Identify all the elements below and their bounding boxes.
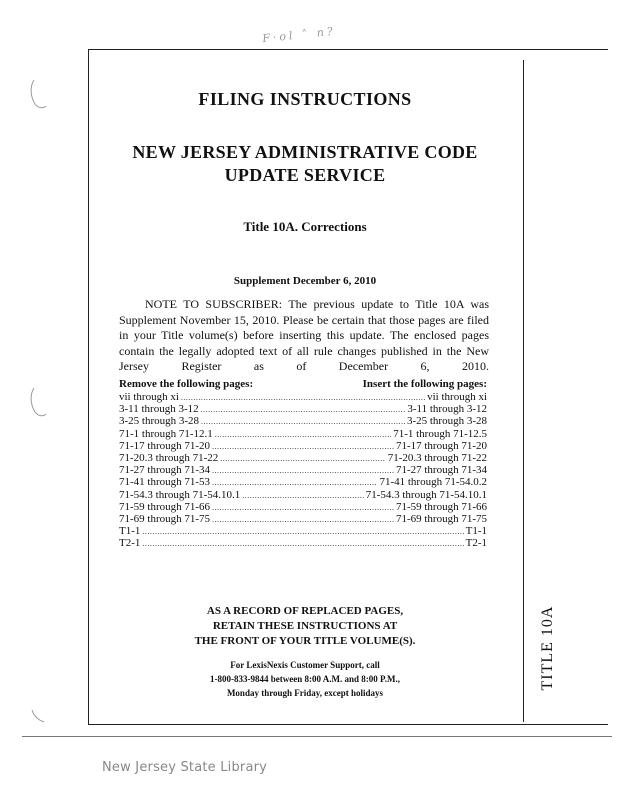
support-line: 1-800-833-9844 between 8:00 A.M. and 8:00 P.M., [210, 674, 400, 684]
code-title-line: UPDATE SERVICE [224, 165, 386, 185]
insert-page-range: 71-69 through 71-75 [395, 512, 487, 525]
remove-page-range: 71-27 through 71-34 [119, 464, 211, 477]
support-line: For LexisNexis Customer Support, call [230, 660, 380, 670]
insert-page-range: 3-25 through 3-28 [406, 415, 487, 428]
remove-page-range: 71-59 through 71-66 [119, 500, 211, 513]
code-title-line: NEW JERSEY ADMINISTRATIVE CODE [132, 142, 478, 162]
dot-leader [201, 416, 405, 428]
dot-leader [242, 490, 363, 502]
dot-leader [212, 502, 394, 514]
table-row [119, 513, 487, 525]
remove-page-range: T2-1 [119, 537, 141, 550]
table-row [119, 464, 487, 476]
insert-page-range: 71-17 through 71-20 [395, 439, 487, 452]
title-name: Title 10A. Corrections [243, 219, 367, 234]
insert-page-range: 3-11 through 3-12 [407, 403, 487, 416]
remove-page-range: 3-11 through 3-12 [119, 403, 199, 416]
filing-instructions-heading: FILING INSTRUCTIONS [198, 89, 412, 109]
insert-page-range: T2-1 [465, 537, 487, 550]
remove-page-range: 71-1 through 71-12.1 [119, 427, 213, 440]
record-notice-line: THE FRONT OF YOUR TITLE VOLUME(S). [194, 635, 416, 647]
table-row [119, 501, 487, 513]
table-row [119, 415, 487, 427]
table-row [119, 440, 487, 452]
tab-divider-line [523, 60, 524, 722]
remove-page-range: 71-54.3 through 71-54.10.1 [119, 488, 241, 501]
remove-page-range: T1-1 [119, 525, 141, 538]
customer-support-info [129, 658, 481, 700]
table-row [119, 525, 487, 537]
insert-page-range: 71-1 through 71-12.5 [393, 427, 487, 440]
insert-page-range: 71-59 through 71-66 [395, 500, 487, 513]
record-notice-line: RETAIN THESE INSTRUCTIONS AT [212, 620, 398, 632]
record-notice-line: AS A RECORD OF REPLACED PAGES, [206, 605, 404, 617]
remove-header: Remove the following pages: [119, 378, 254, 390]
margin-punch-mark-bottom [26, 700, 48, 736]
page-border-bottom [88, 724, 608, 725]
table-row [119, 452, 487, 464]
table-row [119, 403, 487, 415]
page-border-top [88, 49, 608, 50]
dot-leader [142, 538, 463, 550]
remove-page-range: 71-17 through 71-20 [119, 439, 211, 452]
page-base-line [22, 736, 612, 737]
table-row [119, 476, 487, 488]
remove-page-range: 71-69 through 71-75 [119, 512, 211, 525]
remove-page-range: 3-25 through 3-28 [119, 415, 200, 428]
table-row [119, 537, 487, 549]
margin-punch-mark-top [26, 78, 48, 114]
insert-header: Insert the following pages: [362, 378, 487, 390]
dot-leader [142, 526, 463, 538]
code-title-heading [99, 141, 511, 187]
subscriber-note-text: NOTE TO SUBSCRIBER: The previous update to Title 10A was Supplement November 15, 2010. Please be certain that those pages are filed in your Title volume(s) before inserting this update. The enclosed pages contain the legally adopted text of all rule changes published in the New Jersey Register as of December 6, 2010. [119, 297, 489, 373]
dot-leader [201, 404, 406, 416]
dot-leader [215, 429, 391, 441]
table-row [119, 489, 487, 501]
dot-leader [220, 453, 385, 465]
page-border-left [88, 49, 89, 725]
insert-page-range: 71-20.3 through 71-22 [387, 451, 487, 464]
pages-table-header [119, 377, 487, 391]
library-stamp: New Jersey State Library [102, 760, 268, 775]
dot-leader [212, 441, 394, 453]
supplement-date: Supplement December 6, 2010 [233, 275, 377, 287]
dot-leader [181, 392, 425, 404]
handwritten-note: F·ol ˄ n? [261, 24, 337, 46]
pages-table-rows [119, 391, 487, 549]
remove-page-range: 71-20.3 through 71-22 [119, 451, 219, 464]
remove-page-range: vii through xi [119, 391, 179, 403]
title-tab-label: TITLE 10A [539, 605, 556, 691]
insert-page-range: 71-41 through 71-54.0.2 [379, 476, 487, 489]
insert-page-range: T1-1 [465, 525, 487, 538]
insert-page-range: vii through xi [427, 391, 487, 403]
table-row [119, 391, 487, 403]
remove-page-range: 71-41 through 71-53 [119, 476, 211, 489]
record-notice [129, 604, 481, 649]
table-row [119, 428, 487, 440]
insert-page-range: 71-54.3 through 71-54.10.1 [365, 488, 487, 501]
insert-page-range: 71-27 through 71-34 [395, 464, 487, 477]
dot-leader [212, 465, 394, 477]
margin-punch-mark-middle [26, 386, 48, 422]
support-line: Monday through Friday, except holidays [226, 688, 384, 698]
pages-table [119, 377, 487, 549]
dot-leader [212, 514, 394, 526]
